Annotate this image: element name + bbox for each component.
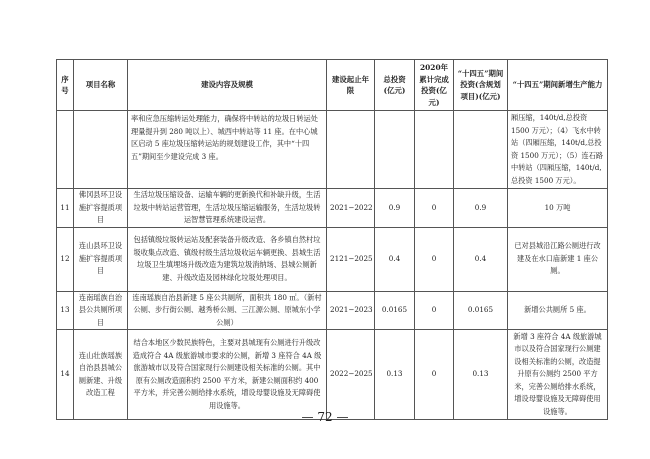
cell-done2020: 0: [415, 291, 454, 330]
cell-period: 2021−2023: [327, 291, 375, 330]
cell-capacity: 已对县城沿江路公厕进行改建及在水口庙新建 1 座公厕。: [508, 227, 608, 291]
cell-plan: 0.9: [454, 189, 508, 228]
cell-name: 连山县环卫设施扩容提质项目: [74, 227, 128, 291]
table-row: [57, 189, 608, 228]
cell-content: 连南瑶族自治县新建 5 座公共厕所，面积共 180 ㎡。（新村公厕、步行街公厕、越秀桥公厕、三江源公厕、原城东小学公厕）: [128, 291, 327, 330]
cell-seq: 11: [57, 189, 74, 228]
cell-capacity: 10 万吨: [508, 189, 608, 228]
cell-capacity: 新增公共厕所 5 座。: [508, 291, 608, 330]
cell-total: 0.4: [375, 227, 415, 291]
header-period: 建设起止年限: [327, 60, 375, 111]
header-plan: “十四五”期间投资(含规划项目)(亿元): [454, 60, 508, 111]
cell-content: 结合本地区少数民族特色，主要对县城现有公厕进行升级改造成符合 4A 级旅游城市要求的公厕，新增 3 座符合 4A 级旅游城市以及符合国家现行公厕建设相关标准的公厕。其中原有公厕改造面积约 2500 平方米，新建公厕面积约 400 平方米，并完善公厕给排水系统，增设母婴设施及无障碍使用设施等。: [128, 330, 327, 420]
table-row: [57, 111, 608, 189]
cell-plan: 0.4: [454, 227, 508, 291]
cell-period: [327, 111, 375, 189]
table-row: [57, 330, 608, 420]
cell-name: 连山壮族瑶族自治县县城公厕新建、升级改造工程: [74, 330, 128, 420]
table-row: [57, 227, 608, 291]
cell-name: 佛冈县环卫设施扩容提质项目: [74, 189, 128, 228]
header-content: 建设内容及规模: [128, 60, 327, 111]
cell-content: 率和应急压缩转运处理能力，确保将中转站的垃圾日转运处理量提升到 280 吨以上）、城西中转站等 11 座。在中心城区启动 5 座垃圾压缩转运站的规划建设工作，其中“十四五”期间至少建设完成 3 座。: [128, 111, 327, 189]
header-name: 项目名称: [74, 60, 128, 111]
cell-seq: 12: [57, 227, 74, 291]
cell-capacity: 厢压缩，140t/d,总投资 1500 万元）；（4）飞水中转站（四厢压缩，140t/d,总投资 1500 万元）；（5）连石路中转站（四厢压缩，140t/d,总投资 1500 万元）。: [508, 111, 608, 189]
cell-done2020: 0: [415, 189, 454, 228]
cell-total: 0.9: [375, 189, 415, 228]
cell-content: 包括镇级垃圾转运站及配套装备升级改造、各乡镇自然村垃圾收集点改造、镇级村级生活垃圾收运车辆更换、县城生活垃圾卫生填埋场升级改造为建筑垃圾消纳场、县城公厕新建、升级改造及园林绿化垃圾处理项目。: [128, 227, 327, 291]
cell-name: 连南瑶族自治县公共厕所项目: [74, 291, 128, 330]
table-row: [57, 291, 608, 330]
cell-done2020: 0: [415, 330, 454, 420]
cell-period: 2021−2022: [327, 189, 375, 228]
header-seq: 序号: [57, 60, 74, 111]
header-capacity: “十四五”期间新增生产能力: [508, 60, 608, 111]
cell-period: 2121−2025: [327, 227, 375, 291]
cell-done2020: 0: [415, 227, 454, 291]
cell-capacity: 新增 3 座符合 4A 级旅游城市以及符合国家现行公厕建设相关标准的公厕，改造提升原有公厕约 2500 平方米，完善公厕给排水系统，增设母婴设施及无障碍使用设施等。: [508, 330, 608, 420]
cell-name: [74, 111, 128, 189]
cell-seq: [57, 111, 74, 189]
cell-content: 生活垃圾压缩设备、运输车辆的更新换代和补缺升级，生活垃圾中转站运营管理，生活垃圾压缩运输服务，生活垃圾转运智慧管理系统建设运营。: [128, 189, 327, 228]
cell-done2020: [415, 111, 454, 189]
project-table: [56, 59, 608, 420]
cell-plan: 0.0165: [454, 291, 508, 330]
table-header-row: [57, 60, 608, 111]
page-number: — 72 —: [301, 410, 349, 424]
cell-period: 2022−2025: [327, 330, 375, 420]
cell-total: 0.13: [375, 330, 415, 420]
cell-plan: [454, 111, 508, 189]
cell-seq: 13: [57, 291, 74, 330]
cell-total: [375, 111, 415, 189]
header-total: 总投资(亿元): [375, 60, 415, 111]
cell-plan: 0.13: [454, 330, 508, 420]
cell-seq: 14: [57, 330, 74, 420]
cell-total: 0.0165: [375, 291, 415, 330]
header-done2020: 2020年累计完成投资(亿元): [415, 60, 454, 111]
